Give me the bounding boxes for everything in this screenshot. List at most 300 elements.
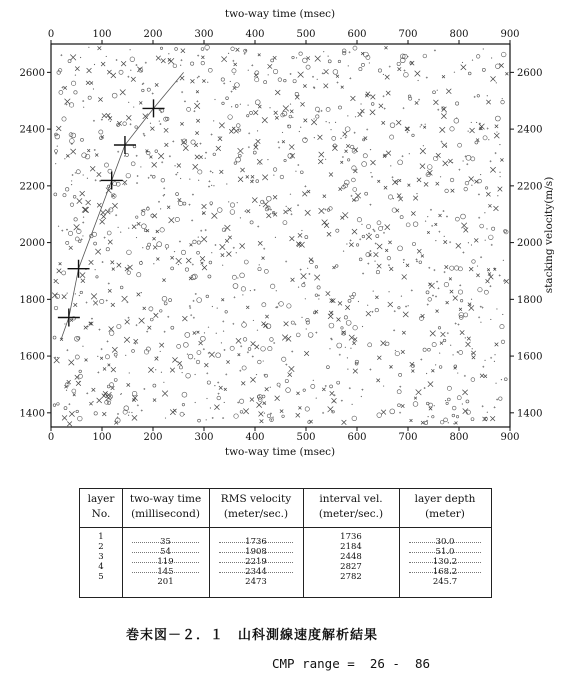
scatter-plus [499, 274, 501, 276]
x-tick-label: 300 [194, 432, 214, 443]
scatter-cross [298, 72, 304, 78]
scatter-cross [474, 238, 478, 242]
scatter-plus [159, 123, 161, 125]
scatter-dot [125, 355, 126, 356]
scatter-cross [411, 211, 415, 215]
scatter-cross [212, 213, 218, 219]
scatter-circle [135, 126, 138, 129]
cell-rms-velocity: 1908 [245, 547, 267, 557]
x-tick-label: 0 [47, 432, 55, 443]
scatter-plus [325, 385, 327, 387]
scatter-cross [339, 187, 342, 190]
scatter-plus [189, 307, 191, 309]
scatter-dot [216, 333, 217, 334]
scatter-circle [284, 79, 287, 82]
scatter-cross [54, 357, 60, 363]
scatter-cross [125, 319, 130, 324]
scatter-cross [266, 213, 271, 218]
scatter-dot [79, 381, 80, 382]
scatter-dot [182, 372, 183, 373]
scatter-plus [251, 64, 253, 66]
scatter-plus [441, 141, 443, 143]
scatter-cross [69, 360, 75, 366]
scatter-cross [195, 155, 199, 159]
scatter-dot [437, 90, 438, 91]
scatter-cross [403, 312, 408, 317]
scatter-dot [195, 374, 196, 375]
scatter-cross [224, 225, 230, 231]
scatter-circle [143, 209, 145, 211]
scatter-plus [349, 77, 351, 79]
scatter-circle [501, 52, 506, 57]
scatter-circle [205, 45, 210, 50]
scatter-dot [282, 132, 283, 133]
scatter-circle [161, 109, 164, 112]
scatter-cross [255, 345, 259, 349]
scatter-circle [178, 201, 182, 205]
scatter-cross [254, 73, 258, 77]
scatter-dot [242, 294, 243, 295]
scatter-dot [228, 201, 229, 202]
scatter-circle [329, 207, 333, 211]
scatter-cross [275, 396, 280, 401]
scatter-plus [372, 229, 374, 231]
scatter-cross [84, 326, 88, 330]
scatter-dot [95, 269, 96, 270]
scatter-plus [175, 173, 177, 175]
scatter-dot [435, 364, 436, 365]
scatter-dot [496, 131, 497, 132]
scatter-cross [486, 279, 490, 283]
scatter-cross [460, 330, 464, 334]
scatter-dot [257, 130, 258, 131]
scatter-cross [495, 343, 499, 347]
scatter-cross [126, 115, 131, 120]
scatter-circle [73, 195, 76, 198]
cell-two-way-time: 201 [157, 577, 174, 587]
scatter-cross [330, 391, 334, 395]
scatter-cross [398, 179, 401, 182]
scatter-circle [485, 187, 487, 189]
scatter-cross [260, 419, 264, 423]
scatter-circle [287, 304, 291, 308]
scatter-cross [322, 388, 325, 391]
scatter-plus [102, 261, 104, 263]
scatter-dot [457, 372, 458, 373]
scatter-circle [117, 324, 121, 328]
scatter-cross [169, 217, 175, 223]
scatter-cross [154, 313, 159, 318]
scatter-plus [362, 272, 364, 274]
scatter-dot [83, 107, 84, 108]
scatter-cross [427, 231, 430, 234]
scatter-plus [322, 72, 324, 74]
scatter-dot [496, 308, 497, 309]
scatter-circle [160, 47, 162, 49]
scatter-plus [180, 59, 182, 61]
scatter-cross [318, 135, 323, 140]
scatter-circle [105, 355, 109, 359]
scatter-circle [94, 242, 97, 245]
scatter-plus [164, 331, 166, 333]
cell-rms-velocity: 2344 [245, 567, 267, 577]
scatter-dot [317, 79, 318, 80]
scatter-plus [82, 221, 84, 223]
scatter-plus [308, 273, 310, 275]
scatter-plus [285, 261, 287, 263]
scatter-cross [446, 89, 451, 94]
scatter-dot [401, 296, 402, 297]
scatter-circle [160, 310, 163, 313]
scatter-dot [248, 105, 249, 106]
scatter-cross [386, 151, 391, 156]
scatter-circle [495, 116, 500, 121]
cell-layer-depth: 30.0 [435, 537, 455, 547]
scatter-circle [240, 273, 245, 278]
scatter-cross [265, 387, 269, 391]
scatter-dot [64, 323, 65, 324]
scatter-dot [326, 121, 327, 122]
scatter-plus [101, 348, 103, 350]
scatter-cross [171, 256, 174, 259]
scatter-plus [184, 100, 186, 102]
scatter-circle [173, 64, 177, 68]
scatter-dot [154, 314, 155, 315]
scatter-circle [468, 72, 471, 75]
scatter-plus [254, 289, 256, 291]
scatter-plus [494, 406, 496, 408]
scatter-cross [95, 249, 100, 254]
scatter-dot [349, 296, 350, 297]
scatter-cross [290, 110, 293, 113]
scatter-circle [79, 370, 82, 373]
scatter-dot [499, 172, 500, 173]
scatter-dot [224, 402, 225, 403]
scatter-dot [448, 422, 449, 423]
leader-line [132, 552, 199, 553]
scatter-cross [139, 101, 142, 104]
scatter-circle [155, 150, 158, 153]
scatter-plus [416, 258, 418, 260]
scatter-circle [471, 378, 475, 382]
scatter-cross [413, 196, 418, 201]
scatter-cross [97, 203, 101, 207]
scatter-cross [493, 206, 498, 211]
x-tick-label: 100 [92, 29, 112, 40]
leader-line [409, 552, 481, 553]
scatter-circle [387, 256, 391, 260]
scatter-circle [119, 70, 123, 74]
scatter-circle [131, 162, 135, 166]
scatter-plus [217, 381, 219, 383]
scatter-cross [168, 58, 171, 61]
velocity-pick-marker [68, 260, 90, 278]
scatter-dot [150, 123, 151, 124]
scatter-dot [257, 330, 258, 331]
scatter-dot [300, 127, 301, 128]
scatter-cross [168, 58, 174, 64]
scatter-dot [382, 226, 383, 227]
scatter-plus [55, 153, 57, 155]
scatter-cross [392, 179, 397, 184]
scatter-dot [228, 53, 229, 54]
scatter-circle [388, 195, 392, 199]
scatter-circle [361, 63, 364, 66]
scatter-plus [491, 244, 493, 246]
scatter-cross [322, 220, 328, 226]
cell-layer-no: 5 [98, 572, 104, 582]
scatter-plus [426, 77, 428, 79]
scatter-plus [200, 230, 202, 232]
scatter-cross [328, 314, 333, 319]
scatter-cross [240, 168, 244, 172]
scatter-plus [195, 293, 197, 295]
scatter-circle [439, 366, 442, 369]
scatter-dot [496, 82, 497, 83]
scatter-circle [392, 208, 397, 213]
scatter-circle [107, 231, 111, 235]
y-tick-label: 2600 [517, 67, 543, 79]
cell-layer-depth: 245.7 [432, 577, 458, 587]
scatter-dot [418, 80, 419, 81]
pick-trend-line [61, 72, 183, 339]
scatter-cross [190, 243, 193, 246]
scatter-dot [79, 295, 80, 296]
scatter-circle [282, 357, 286, 361]
scatter-plus [458, 324, 460, 326]
scatter-cross [112, 268, 115, 271]
scatter-circle [315, 266, 318, 269]
scatter-cross [225, 239, 229, 243]
scatter-circle [181, 250, 185, 254]
scatter-dot [462, 62, 463, 63]
scatter-cross [81, 279, 85, 283]
scatter-cross [274, 111, 278, 115]
scatter-dot [480, 174, 481, 175]
scatter-dot [313, 380, 314, 381]
scatter-cross [177, 164, 181, 168]
scatter-cross [469, 305, 474, 310]
scatter-plus [427, 304, 429, 306]
scatter-cross [326, 291, 330, 295]
scatter-dot [347, 115, 348, 116]
scatter-dot [64, 158, 65, 159]
scatter-plus [349, 387, 351, 389]
scatter-circle [264, 269, 268, 273]
scatter-cross [449, 278, 452, 281]
scatter-cross [441, 114, 446, 119]
x-tick-label: 600 [347, 29, 367, 40]
scatter-plus [480, 306, 482, 308]
scatter-plus [339, 354, 341, 356]
scatter-cross [90, 166, 95, 171]
scatter-circle [285, 379, 288, 382]
velocity-pick-marker [114, 136, 136, 154]
scatter-circle [248, 348, 251, 351]
scatter-dot [164, 194, 165, 195]
scatter-plus [350, 195, 352, 197]
scatter-cross [296, 392, 299, 395]
scatter-plus [455, 322, 457, 324]
scatter-cross [318, 159, 323, 164]
scatter-cross [370, 160, 375, 165]
scatter-circle [499, 397, 502, 400]
cell-interval-velocity: 2827 [340, 562, 362, 572]
scatter-plus [232, 60, 234, 62]
scatter-circle [92, 232, 96, 236]
scatter-circle [235, 105, 238, 108]
scatter-dot [383, 385, 384, 386]
scatter-circle [197, 298, 202, 303]
scatter-circle [76, 410, 79, 413]
scatter-cross [340, 216, 344, 220]
scatter-dot [484, 212, 485, 213]
scatter-cross [258, 241, 262, 245]
scatter-dot [58, 283, 59, 284]
scatter-plus [402, 155, 404, 157]
scatter-cross [97, 172, 101, 176]
scatter-circle [406, 223, 410, 227]
scatter-circle [444, 282, 449, 287]
scatter-dot [501, 379, 502, 380]
scatter-circle [359, 67, 362, 70]
scatter-dot [499, 144, 500, 145]
scatter-circle [197, 350, 201, 354]
scatter-circle [464, 313, 468, 317]
scatter-plus [208, 186, 210, 188]
scatter-circle [209, 261, 212, 264]
y-tick-label: 1600 [19, 351, 45, 363]
scatter-cross [268, 64, 272, 68]
cell-layer-no: 4 [98, 562, 104, 572]
scatter-dot [223, 331, 224, 332]
scatter-dot [495, 383, 496, 384]
scatter-cross [95, 153, 98, 156]
scatter-cross [70, 319, 73, 322]
scatter-circle [57, 403, 60, 406]
scatter-circle [141, 224, 146, 229]
scatter-plus [189, 204, 191, 206]
scatter-circle [213, 153, 216, 156]
y-tick-label: 2000 [19, 238, 45, 250]
scatter-dot [346, 243, 347, 244]
scatter-circle [65, 188, 69, 192]
scatter-cross [453, 296, 458, 301]
scatter-plus [345, 136, 347, 138]
scatter-circle [303, 389, 306, 392]
y-tick-label: 2400 [517, 124, 543, 136]
scatter-dot [478, 141, 479, 142]
scatter-dot [370, 172, 371, 173]
scatter-plus [263, 248, 265, 250]
scatter-cross [254, 145, 259, 150]
scatter-circle [99, 130, 103, 134]
scatter-plus [270, 419, 272, 421]
scatter-circle [480, 224, 484, 228]
scatter-dot [347, 369, 348, 370]
scatter-plus [136, 182, 138, 184]
scatter-dot [301, 230, 302, 231]
scatter-dot [208, 327, 209, 328]
scatter-cross [396, 120, 401, 125]
scatter-circle [268, 346, 272, 350]
scatter-cross [219, 386, 223, 390]
scatter-circle [193, 240, 196, 243]
scatter-dot [226, 183, 227, 184]
scatter-dot [155, 369, 156, 370]
scatter-cross [436, 310, 439, 313]
scatter-cross [303, 84, 306, 87]
scatter-cross [319, 208, 325, 214]
scatter-circle [161, 178, 165, 182]
scatter-circle [130, 57, 135, 62]
scatter-plus [403, 259, 405, 261]
scatter-dot [390, 367, 391, 368]
scatter-cross [342, 420, 347, 425]
scatter-plus [208, 180, 210, 182]
scatter-plus [437, 287, 439, 289]
scatter-circle [210, 202, 213, 205]
scatter-plus [321, 110, 323, 112]
scatter-cross [265, 315, 268, 318]
scatter-cross [195, 131, 198, 134]
scatter-dot [273, 175, 274, 176]
scatter-dot [83, 174, 84, 175]
scatter-dot [296, 57, 297, 58]
scatter-circle [371, 103, 374, 106]
scatter-cross [186, 258, 191, 263]
cell-layer-depth: 51.0 [435, 547, 455, 557]
scatter-plus [361, 389, 363, 391]
scatter-circle [94, 412, 97, 415]
scatter-cross [332, 146, 337, 151]
scatter-dot [490, 319, 491, 320]
scatter-cross [388, 302, 393, 307]
scatter-cross [102, 113, 107, 118]
scatter-cross [304, 119, 308, 123]
scatter-plus [312, 76, 314, 78]
x-tick-label: 400 [245, 432, 265, 443]
scatter-cross [283, 105, 289, 111]
scatter-circle [413, 222, 418, 227]
scatter-cross [436, 153, 441, 158]
scatter-cross [284, 210, 288, 214]
scatter-cross [172, 357, 177, 362]
scatter-cross [300, 102, 304, 106]
scatter-circle [233, 284, 238, 289]
scatter-cross [122, 180, 127, 185]
scatter-plus [192, 264, 194, 266]
scatter-cross [479, 124, 485, 130]
scatter-dot [87, 178, 88, 179]
scatter-circle [125, 153, 128, 156]
scatter-cross [304, 351, 309, 356]
scatter-circle [299, 52, 302, 55]
scatter-circle [366, 225, 370, 229]
scatter-plus [248, 132, 250, 134]
scatter-dot [477, 265, 478, 266]
scatter-cross [443, 161, 448, 166]
scatter-circle [357, 218, 361, 222]
scatter-cross [433, 100, 438, 105]
scatter-cross [455, 422, 458, 425]
scatter-plus [152, 92, 154, 94]
scatter-dot [240, 104, 241, 105]
scatter-dot [211, 252, 212, 253]
scatter-plus [161, 161, 163, 163]
scatter-cross [353, 369, 358, 374]
scatter-plus [277, 141, 279, 143]
